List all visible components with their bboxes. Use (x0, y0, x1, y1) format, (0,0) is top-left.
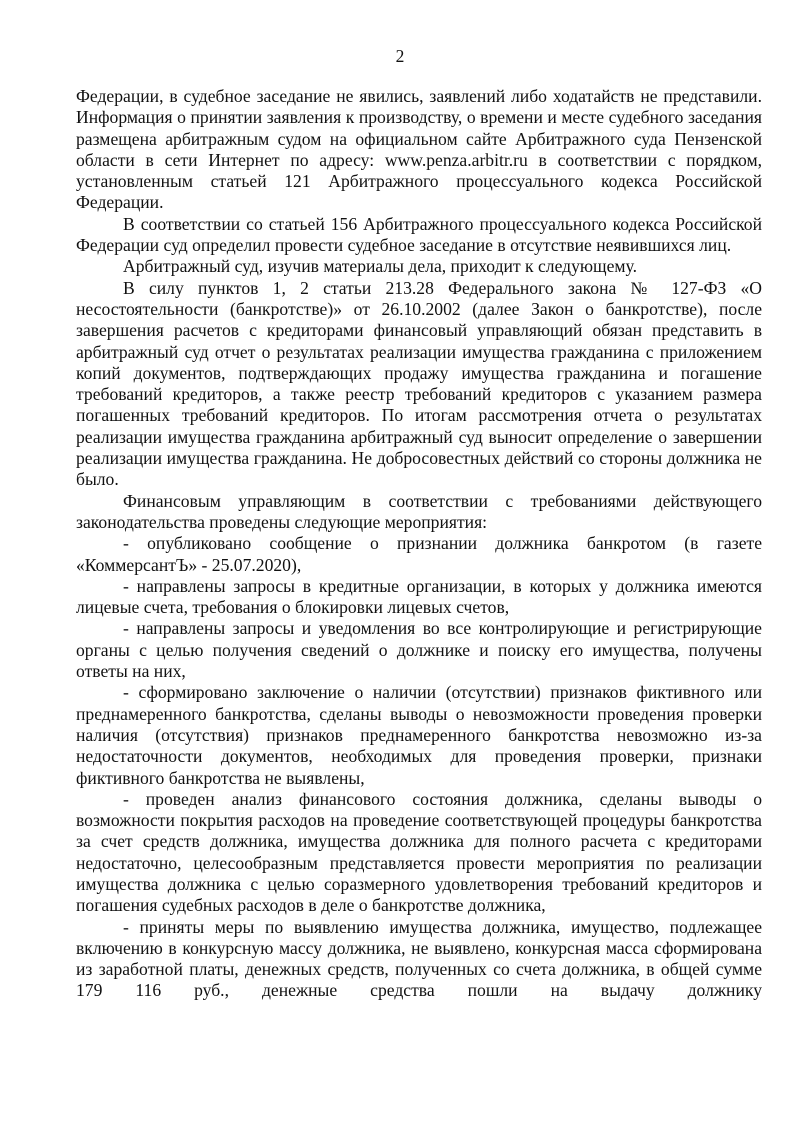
paragraph-continuation-court-notice: Федерации, в судебное заседание не явились, заявлений либо ходатайств не представили. Информация о принятии заявления к производству, о времени и месте судебного заседания размещена арбитражным судом на официальном сайте Арбитражного суда Пензенской области в сети Интернет по адресу: www.penza.arbitr.ru в соответствии с порядком, установленным статьей 121 Арбитражного процессуального кодекса Российской Федерации. (76, 86, 762, 213)
list-item-fictitious-bankruptcy-conclusion: - сформировано заключение о наличии (отсутствии) признаков фиктивного или преднамеренного банкротства, сделаны выводы о невозможности проведения проверки наличия (отсутствия) признаков преднамеренного банкротства невозможно из-за недостаточности документов, необходимых для проведения проверки, признаки фиктивного банкротства не выявлены, (76, 682, 762, 788)
paragraph-bankruptcy-law: В силу пунктов 1, 2 статьи 213.28 Федерального закона № 127-ФЗ «О несостоятельности (банкротстве)» от 26.10.2002 (далее Закон о банкротстве), после завершения расчетов с кредиторами финансовый управляющий обязан представить в арбитражный суд отчет о результатах реализации имущества гражданина с приложением копий документов, подтверждающих продажу имущества гражданина и погашение требований кредиторов, а также реестр требований кредиторов с указанием размера погашенных требований кредиторов. По итогам рассмотрения отчета о результатах реализации имущества гражданина арбитражный суд выносит определение о завершении реализации имущества гражданина. Не добросовестных действий со стороны должника не было. (76, 277, 762, 490)
paragraph-court-findings-intro: Арбитражный суд, изучив материалы дела, приходит к следующему. (123, 256, 637, 277)
list-item-bank-requests: - направлены запросы в кредитные организации, в которых у должника имеются лицевые счета, требования о блокировки лицевых счетов, (76, 575, 762, 618)
list-item-publication: - опубликовано сообщение о признании должника банкротом (в газете «КоммерсантЪ» - 25.07.2020), (76, 533, 762, 575)
list-item-authority-requests: - направлены запросы и уведомления во все контролирующие и регистрирующие органы с целью получения сведений о должнике и поиску его имущества, получены ответы на них, (76, 618, 762, 682)
page-number: 2 (395, 46, 405, 66)
document-body (76, 86, 762, 1002)
paragraph-article-156: В соответствии со статьей 156 Арбитражного процессуального кодекса Российской Федерации суд определил провести судебное заседание в отсутствие неявившихся лиц. (76, 213, 762, 256)
list-item-property-search: - приняты меры по выявлению имущества должника, имущество, подлежащее включению в конкурсную массу должника, не выявлено, конкурсная масса сформирована из заработной платы, денежных средств, полученных со счета должника, в общей сумме 179 116 руб., денежные средства пошли на выдачу должнику (76, 916, 762, 1001)
list-item-financial-analysis: - проведен анализ финансового состояния должника, сделаны выводы о возможности покрытия расходов на проведение соответствующей процедуры банкротства за счет средств должника, имущества должника для полного расчета с кредиторами недостаточно, целесообразным представляется провести мероприятия по реализации имущества должника с целью соразмерного удовлетворения требований кредиторов и погашения судебных расходов в деле о банкротстве должника, (76, 788, 762, 916)
paragraph-measures-intro: Финансовым управляющим в соответствии с требованиями действующего законодательства проведены следующие мероприятия: (76, 490, 762, 532)
